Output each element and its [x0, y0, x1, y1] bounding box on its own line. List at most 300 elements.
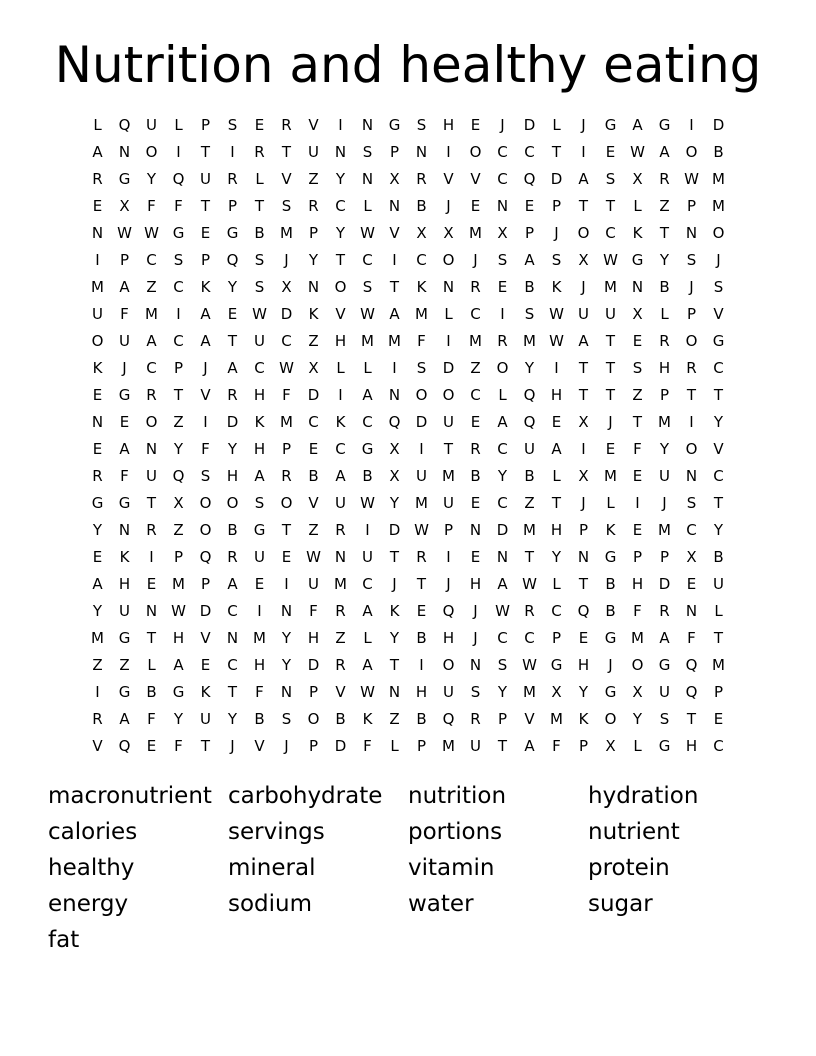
- grid-letter: N: [685, 601, 698, 620]
- grid-letter: H: [253, 439, 266, 458]
- grid-letter: W: [279, 358, 294, 377]
- grid-letter: Y: [659, 439, 670, 458]
- grid-letter: L: [552, 115, 561, 134]
- grid-letter: N: [226, 628, 239, 647]
- grid-letter: H: [550, 520, 563, 539]
- grid-letter: C: [227, 655, 238, 674]
- grid-letter: J: [122, 358, 127, 377]
- grid-letter: O: [415, 385, 428, 404]
- grid-letter: Y: [92, 520, 103, 539]
- grid-letter: G: [712, 331, 725, 350]
- word-list-item: carbohydrate: [228, 783, 383, 809]
- grid-letter: L: [633, 196, 642, 215]
- grid-letter: D: [199, 601, 212, 620]
- grid-letter: S: [470, 682, 481, 701]
- grid-letter: C: [335, 439, 346, 458]
- grid-letter: Y: [389, 493, 400, 512]
- grid-letter: Y: [389, 628, 400, 647]
- grid-letter: X: [416, 223, 427, 242]
- grid-letter: K: [362, 709, 373, 728]
- grid-letter: D: [523, 115, 536, 134]
- word-list-item: healthy: [48, 855, 135, 881]
- grid-letter: D: [712, 115, 725, 134]
- grid-letter: H: [118, 574, 131, 593]
- grid-letter: M: [658, 520, 671, 539]
- grid-letter: F: [282, 385, 291, 404]
- grid-letter: T: [578, 196, 589, 215]
- grid-letter: L: [390, 736, 399, 755]
- grid-letter: L: [147, 655, 156, 674]
- grid-letter: E: [470, 547, 481, 566]
- grid-letter: G: [604, 115, 617, 134]
- grid-letter: G: [631, 250, 644, 269]
- grid-letter: W: [684, 169, 699, 188]
- grid-letter: Z: [173, 520, 184, 539]
- grid-letter: R: [659, 331, 670, 350]
- word-list-item: protein: [588, 855, 670, 881]
- grid-letter: C: [497, 628, 508, 647]
- grid-letter: R: [281, 466, 292, 485]
- grid-letter: U: [335, 493, 346, 512]
- grid-letter: P: [200, 250, 211, 269]
- grid-letter: U: [308, 142, 319, 161]
- grid-letter: I: [176, 304, 181, 323]
- word-list-item: calories: [48, 819, 138, 845]
- grid-letter: Z: [632, 385, 643, 404]
- grid-letter: E: [308, 439, 319, 458]
- grid-letter: K: [92, 358, 103, 377]
- grid-letter: L: [552, 574, 561, 593]
- grid-letter: A: [92, 574, 103, 593]
- grid-letter: P: [281, 439, 292, 458]
- grid-letter: C: [362, 574, 373, 593]
- grid-letter: M: [469, 331, 482, 350]
- grid-letter: X: [389, 466, 400, 485]
- grid-letter: A: [524, 250, 535, 269]
- grid-letter: E: [200, 223, 211, 242]
- grid-letter: S: [362, 142, 373, 161]
- grid-letter: G: [361, 439, 374, 458]
- grid-letter: A: [497, 412, 508, 431]
- grid-letter: M: [604, 277, 617, 296]
- grid-letter: N: [388, 682, 401, 701]
- grid-letter: P: [308, 682, 319, 701]
- grid-letter: O: [604, 709, 617, 728]
- grid-letter: E: [227, 304, 238, 323]
- word-list-item: sugar: [588, 891, 653, 917]
- grid-letter: M: [604, 466, 617, 485]
- grid-letter: B: [335, 709, 346, 728]
- grid-letter: Z: [173, 412, 184, 431]
- grid-letter: A: [92, 142, 103, 161]
- grid-letter: R: [308, 196, 319, 215]
- grid-letter: Y: [497, 682, 508, 701]
- grid-letter: M: [172, 574, 185, 593]
- grid-letter: C: [713, 358, 724, 377]
- grid-letter: U: [146, 466, 157, 485]
- grid-letter: N: [280, 682, 293, 701]
- grid-letter: A: [497, 574, 508, 593]
- grid-letter: T: [146, 493, 157, 512]
- grid-letter: W: [522, 574, 537, 593]
- grid-letter: N: [496, 547, 509, 566]
- grid-letter: Q: [118, 736, 131, 755]
- grid-letter: O: [496, 358, 509, 377]
- grid-letter: N: [388, 385, 401, 404]
- grid-letter: S: [713, 277, 724, 296]
- grid-letter: I: [338, 385, 343, 404]
- grid-letter: O: [199, 520, 212, 539]
- grid-letter: L: [93, 115, 102, 134]
- grid-letter: E: [146, 736, 157, 755]
- grid-letter: E: [632, 331, 643, 350]
- grid-letter: C: [146, 358, 157, 377]
- grid-letter: N: [118, 142, 131, 161]
- grid-letter: O: [145, 142, 158, 161]
- grid-letter: Q: [523, 385, 536, 404]
- grid-letter: V: [200, 628, 211, 647]
- grid-letter: U: [443, 682, 454, 701]
- grid-letter: E: [686, 574, 697, 593]
- grid-letter: P: [551, 628, 562, 647]
- grid-letter: J: [446, 196, 451, 215]
- grid-letter: T: [281, 142, 292, 161]
- grid-letter: O: [631, 655, 644, 674]
- grid-letter: V: [200, 385, 211, 404]
- grid-letter: R: [335, 655, 346, 674]
- grid-letter: I: [284, 574, 289, 593]
- grid-letter: O: [685, 439, 698, 458]
- grid-letter: V: [335, 682, 346, 701]
- grid-letter: E: [281, 547, 292, 566]
- grid-letter: H: [334, 331, 347, 350]
- word-list-item: water: [408, 891, 474, 917]
- grid-letter: N: [469, 655, 482, 674]
- grid-letter: C: [497, 493, 508, 512]
- grid-letter: C: [497, 439, 508, 458]
- grid-letter: R: [146, 385, 157, 404]
- grid-letter: M: [280, 223, 293, 242]
- grid-letter: E: [470, 196, 481, 215]
- grid-letter: X: [578, 250, 589, 269]
- grid-letter: M: [415, 493, 428, 512]
- grid-letter: J: [230, 736, 235, 755]
- grid-letter: C: [335, 196, 346, 215]
- grid-letter: M: [280, 412, 293, 431]
- grid-letter: S: [200, 466, 211, 485]
- grid-letter: T: [551, 142, 562, 161]
- grid-letter: R: [470, 709, 481, 728]
- grid-letter: L: [363, 358, 372, 377]
- grid-letter: J: [473, 628, 478, 647]
- grid-letter: Z: [524, 493, 535, 512]
- grid-letter: G: [604, 682, 617, 701]
- grid-letter: S: [686, 250, 697, 269]
- grid-letter: I: [419, 439, 424, 458]
- grid-letter: Y: [578, 682, 589, 701]
- grid-letter: H: [307, 628, 320, 647]
- grid-letter: S: [281, 709, 292, 728]
- grid-letter: P: [308, 736, 319, 755]
- grid-letter: T: [605, 358, 616, 377]
- grid-letter: O: [145, 412, 158, 431]
- grid-letter: U: [443, 412, 454, 431]
- grid-letter: Z: [659, 196, 670, 215]
- grid-letter: T: [686, 385, 697, 404]
- grid-letter: N: [361, 169, 374, 188]
- grid-letter: T: [713, 493, 724, 512]
- grid-letter: F: [120, 304, 129, 323]
- grid-letter: I: [689, 412, 694, 431]
- grid-letter: Z: [308, 520, 319, 539]
- grid-letter: M: [712, 196, 725, 215]
- grid-letter: W: [306, 547, 321, 566]
- grid-letter: Q: [172, 466, 185, 485]
- grid-letter: I: [554, 358, 559, 377]
- word-list-item: nutrition: [408, 783, 507, 809]
- grid-letter: D: [334, 736, 347, 755]
- grid-letter: H: [172, 628, 185, 647]
- grid-letter: Y: [281, 655, 292, 674]
- grid-letter: J: [284, 736, 289, 755]
- grid-letter: N: [145, 439, 158, 458]
- grid-letter: A: [146, 331, 157, 350]
- grid-letter: G: [91, 493, 104, 512]
- grid-letter: N: [685, 466, 698, 485]
- grid-letter: T: [389, 277, 400, 296]
- grid-letter: W: [144, 223, 159, 242]
- grid-letter: A: [227, 574, 238, 593]
- grid-letter: J: [473, 601, 478, 620]
- grid-letter: C: [470, 385, 481, 404]
- grid-letter: B: [308, 466, 319, 485]
- grid-letter: E: [632, 466, 643, 485]
- grid-letter: V: [470, 169, 481, 188]
- grid-letter: M: [145, 304, 158, 323]
- grid-letter: Z: [389, 709, 400, 728]
- grid-letter: G: [226, 223, 239, 242]
- grid-letter: Y: [632, 709, 643, 728]
- grid-letter: P: [443, 520, 454, 539]
- grid-letter: G: [658, 736, 671, 755]
- grid-letter: K: [119, 547, 130, 566]
- grid-letter: O: [91, 331, 104, 350]
- grid-letter: F: [363, 736, 372, 755]
- grid-letter: T: [146, 628, 157, 647]
- grid-letter: E: [92, 439, 103, 458]
- grid-letter: T: [200, 196, 211, 215]
- grid-letter: G: [118, 682, 131, 701]
- grid-letter: U: [659, 682, 670, 701]
- grid-letter: R: [497, 331, 508, 350]
- grid-letter: U: [92, 304, 103, 323]
- grid-letter: V: [713, 304, 724, 323]
- grid-letter: P: [416, 736, 427, 755]
- grid-letter: U: [416, 466, 427, 485]
- grid-letter: I: [176, 142, 181, 161]
- grid-letter: S: [416, 358, 427, 377]
- grid-letter: T: [173, 385, 184, 404]
- grid-letter: P: [578, 520, 589, 539]
- grid-letter: A: [362, 601, 373, 620]
- grid-letter: D: [658, 574, 671, 593]
- grid-letter: K: [200, 682, 211, 701]
- grid-letter: C: [497, 142, 508, 161]
- grid-letter: C: [227, 601, 238, 620]
- grid-letter: G: [118, 493, 131, 512]
- grid-letter: C: [686, 520, 697, 539]
- grid-letter: E: [92, 196, 103, 215]
- grid-letter: F: [417, 331, 426, 350]
- grid-letter: R: [281, 115, 292, 134]
- grid-letter: V: [308, 115, 319, 134]
- grid-letter: X: [578, 412, 589, 431]
- grid-letter: N: [334, 142, 347, 161]
- grid-letter: D: [442, 358, 455, 377]
- grid-letter: B: [254, 709, 265, 728]
- grid-letter: J: [500, 115, 505, 134]
- grid-letter: B: [605, 574, 616, 593]
- grid-letter: Y: [659, 250, 670, 269]
- grid-letter: Z: [119, 655, 130, 674]
- grid-letter: G: [172, 223, 185, 242]
- grid-letter: G: [118, 628, 131, 647]
- grid-letter: A: [524, 736, 535, 755]
- grid-letter: H: [442, 115, 455, 134]
- grid-letter: X: [389, 169, 400, 188]
- grid-letter: L: [444, 304, 453, 323]
- grid-letter: U: [254, 331, 265, 350]
- grid-letter: D: [388, 520, 401, 539]
- letter-grid: [84, 111, 732, 759]
- grid-letter: K: [308, 304, 319, 323]
- grid-letter: P: [119, 250, 130, 269]
- grid-letter: E: [713, 709, 724, 728]
- grid-letter: P: [524, 223, 535, 242]
- word-list-item: mineral: [228, 855, 316, 881]
- grid-letter: T: [578, 385, 589, 404]
- grid-letter: R: [146, 520, 157, 539]
- grid-letter: Z: [470, 358, 481, 377]
- grid-letter: A: [119, 277, 130, 296]
- grid-letter: T: [713, 385, 724, 404]
- grid-letter: P: [200, 115, 211, 134]
- grid-letter: L: [552, 466, 561, 485]
- grid-letter: W: [360, 493, 375, 512]
- grid-letter: T: [389, 547, 400, 566]
- grid-letter: W: [252, 304, 267, 323]
- grid-letter: O: [307, 709, 320, 728]
- grid-letter: T: [659, 223, 670, 242]
- grid-letter: E: [254, 574, 265, 593]
- grid-letter: M: [712, 169, 725, 188]
- grid-letter: Q: [523, 412, 536, 431]
- grid-letter: W: [171, 601, 186, 620]
- grid-letter: C: [308, 412, 319, 431]
- grid-letter: S: [632, 358, 643, 377]
- grid-letter: T: [416, 574, 427, 593]
- grid-letter: S: [551, 250, 562, 269]
- grid-letter: J: [392, 574, 397, 593]
- grid-letter: U: [119, 331, 130, 350]
- grid-letter: C: [713, 466, 724, 485]
- grid-letter: P: [173, 547, 184, 566]
- grid-letter: X: [578, 466, 589, 485]
- grid-letter: M: [415, 304, 428, 323]
- grid-letter: P: [632, 547, 643, 566]
- grid-letter: M: [253, 628, 266, 647]
- grid-letter: F: [687, 628, 696, 647]
- grid-letter: B: [659, 277, 670, 296]
- grid-letter: M: [712, 655, 725, 674]
- grid-letter: C: [173, 277, 184, 296]
- grid-letter: F: [174, 736, 183, 755]
- grid-letter: A: [335, 466, 346, 485]
- grid-letter: O: [712, 223, 725, 242]
- grid-letter: O: [226, 493, 239, 512]
- grid-letter: A: [362, 655, 373, 674]
- grid-letter: I: [392, 250, 397, 269]
- grid-letter: W: [603, 250, 618, 269]
- grid-letter: H: [253, 655, 266, 674]
- grid-letter: Y: [551, 547, 562, 566]
- grid-letter: L: [633, 736, 642, 755]
- grid-letter: V: [524, 709, 535, 728]
- grid-letter: S: [686, 493, 697, 512]
- grid-letter: L: [714, 601, 723, 620]
- grid-letter: R: [335, 601, 346, 620]
- grid-letter: T: [227, 331, 238, 350]
- grid-letter: Y: [524, 358, 535, 377]
- grid-letter: A: [578, 169, 589, 188]
- grid-letter: Y: [335, 169, 346, 188]
- grid-letter: L: [498, 385, 507, 404]
- grid-letter: R: [335, 520, 346, 539]
- grid-letter: R: [470, 277, 481, 296]
- grid-letter: Q: [442, 601, 455, 620]
- grid-letter: H: [226, 466, 239, 485]
- grid-letter: D: [307, 385, 320, 404]
- grid-letter: G: [658, 655, 671, 674]
- grid-letter: Y: [308, 250, 319, 269]
- grid-letter: A: [119, 709, 130, 728]
- grid-letter: Y: [227, 709, 238, 728]
- grid-letter: X: [632, 682, 643, 701]
- grid-letter: J: [203, 358, 208, 377]
- grid-letter: J: [716, 250, 721, 269]
- grid-letter: I: [419, 655, 424, 674]
- grid-letter: L: [255, 169, 264, 188]
- grid-letter: D: [550, 169, 563, 188]
- grid-letter: T: [713, 628, 724, 647]
- grid-letter: S: [254, 277, 265, 296]
- grid-letter: U: [578, 304, 589, 323]
- grid-letter: G: [604, 547, 617, 566]
- grid-letter: X: [443, 223, 454, 242]
- grid-letter: M: [550, 709, 563, 728]
- grid-letter: P: [686, 304, 697, 323]
- grid-letter: G: [118, 169, 131, 188]
- grid-letter: W: [117, 223, 132, 242]
- grid-letter: R: [416, 547, 427, 566]
- grid-letter: Z: [146, 277, 157, 296]
- grid-letter: F: [147, 709, 156, 728]
- grid-letter: R: [92, 169, 103, 188]
- grid-letter: A: [362, 385, 373, 404]
- grid-letter: K: [632, 223, 643, 242]
- grid-letter: I: [446, 547, 451, 566]
- grid-letter: A: [119, 439, 130, 458]
